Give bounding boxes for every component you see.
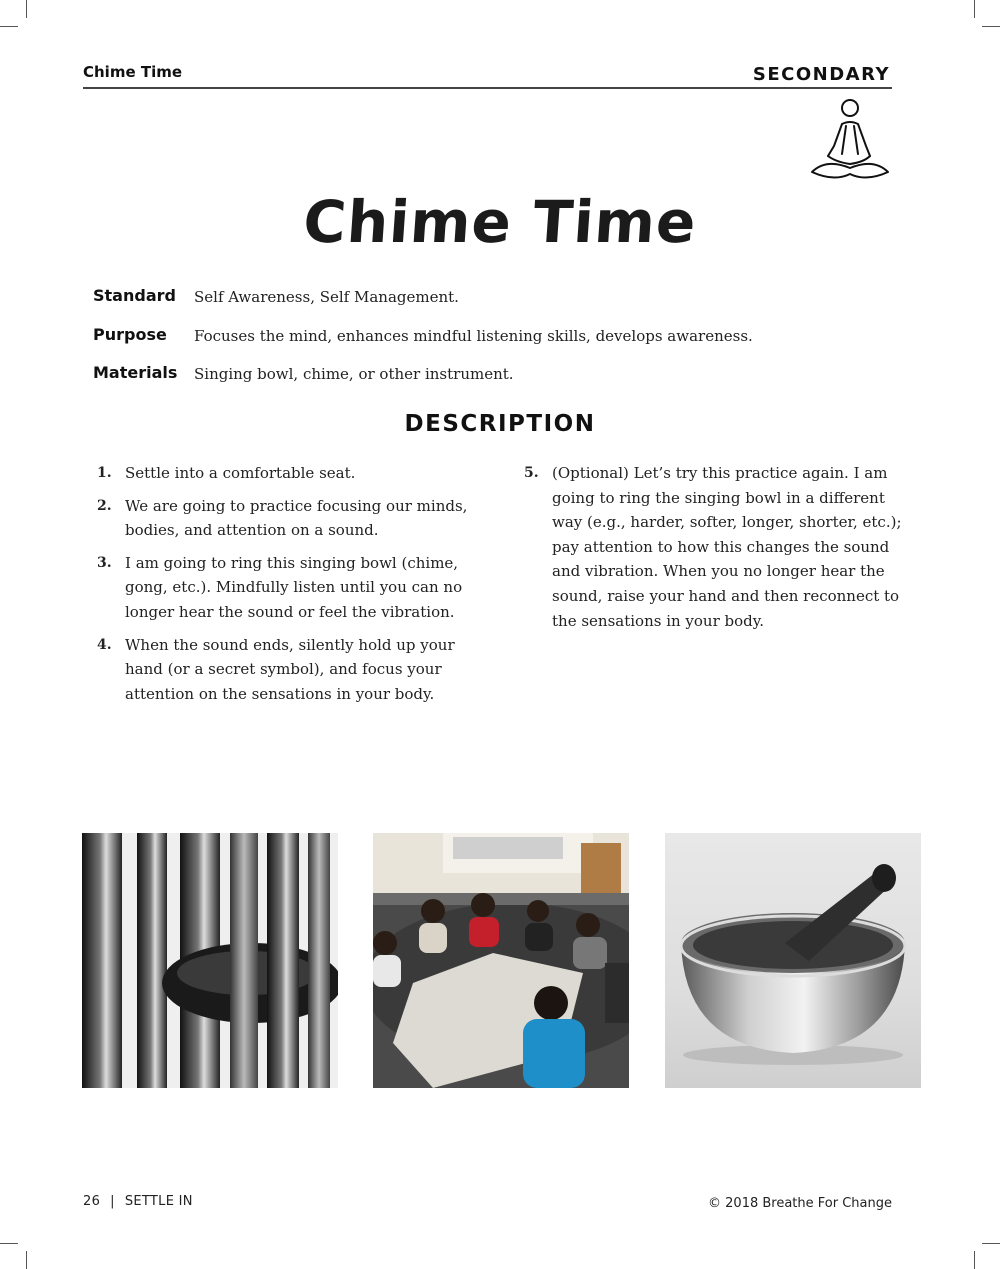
steps-column-right bbox=[522, 461, 917, 641]
step-text: When the sound ends, silently hold up your hand (or a secret symbol), and focus your attention on the sensations in your body. bbox=[125, 635, 455, 703]
description-heading: DESCRIPTION bbox=[404, 411, 596, 437]
step-number: 2. bbox=[97, 497, 112, 514]
step-number: 4. bbox=[97, 636, 112, 653]
footer-section: SETTLE IN bbox=[124, 1194, 193, 1209]
students-circle-photo bbox=[373, 833, 629, 1088]
header-rule bbox=[83, 87, 892, 89]
standard-label: Standard bbox=[93, 286, 176, 305]
step-text: I am going to ring this singing bowl (chime, gong, etc.). Mindfully listen until you can no longer hear the sound or feel the vibration. bbox=[125, 553, 463, 621]
step-item bbox=[95, 494, 490, 543]
meditating-person-icon bbox=[806, 98, 892, 184]
page-number: 26 bbox=[83, 1194, 101, 1209]
crop-mark bbox=[0, 1243, 18, 1244]
step-number: 1. bbox=[97, 465, 112, 481]
singing-bowl-photo bbox=[665, 833, 921, 1088]
step-item bbox=[95, 551, 490, 625]
crop-mark bbox=[974, 1251, 975, 1269]
crop-mark bbox=[0, 26, 18, 27]
standard-value: Self Awareness, Self Management. bbox=[194, 288, 459, 306]
running-header-title: Chime Time bbox=[83, 63, 183, 81]
crop-mark bbox=[26, 1251, 27, 1269]
step-number: 3. bbox=[97, 554, 112, 571]
materials-label: Materials bbox=[93, 363, 178, 382]
step-text: (Optional) Let’s try this practice again. I am going to ring the singing bowl in a different way (e.g., harder, softer, longer, shorter, etc.); pay attention to how this changes the sound and vibration. When you no longer hear the sound, raise your hand and then reconnect to the sensations in your body. bbox=[552, 464, 902, 630]
level-label: SECONDARY bbox=[752, 64, 890, 85]
crop-mark bbox=[982, 26, 1000, 27]
step-text: We are going to practice focusing our minds, bodies, and attention on a sound. bbox=[125, 496, 468, 540]
footer-separator: | bbox=[110, 1194, 115, 1209]
step-item bbox=[522, 461, 917, 633]
page-footer-left bbox=[83, 1194, 193, 1209]
step-item bbox=[95, 461, 490, 486]
purpose-value: Focuses the mind, enhances mindful listening skills, develops awareness. bbox=[194, 327, 753, 345]
crop-mark bbox=[26, 0, 27, 18]
purpose-label: Purpose bbox=[93, 325, 167, 344]
step-text: Settle into a comfortable seat. bbox=[125, 464, 356, 482]
wind-chime-photo bbox=[82, 833, 338, 1088]
materials-value: Singing bowl, chime, or other instrument. bbox=[194, 365, 514, 383]
step-number: 5. bbox=[524, 465, 539, 481]
page-title: Chime Time bbox=[301, 188, 699, 256]
crop-mark bbox=[982, 1243, 1000, 1244]
step-item bbox=[95, 633, 490, 707]
steps-column-left bbox=[95, 461, 490, 714]
copyright: © 2018 Breathe For Change bbox=[708, 1196, 892, 1211]
crop-mark bbox=[974, 0, 975, 18]
